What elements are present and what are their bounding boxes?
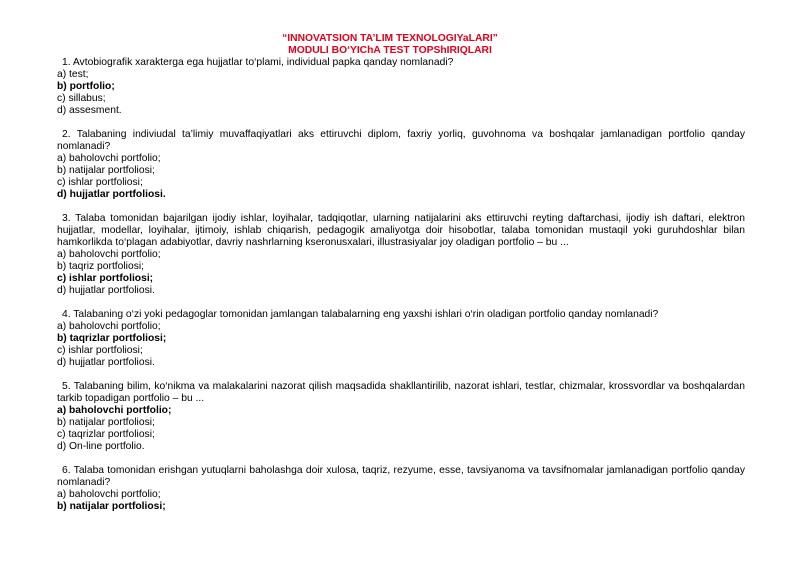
answer-option: d) assesment. [57, 105, 122, 116]
spacer [57, 453, 745, 465]
spacer [57, 297, 745, 309]
answer-option: b) taqriz portfoliosi; [57, 261, 144, 272]
question-text: 2. Talabaning indiviudal ta’limiy muvaffaqiyatlari aks ettiruvchi diplom, faxriy yorliq, guvohnoma va boshqalar jamlanadigan portfolio qanday nomlanadi? [57, 129, 745, 152]
answer-option: d) hujjatlar portfoliosi. [57, 285, 155, 296]
spacer [57, 369, 745, 381]
answer-option: a) baholovchi portfolio; [57, 489, 161, 500]
answer-option: a) baholovchi portfolio; [57, 321, 161, 332]
answer-option: d) hujjatlar portfoliosi. [57, 357, 155, 368]
correct-answer-option: b) natijalar portfoliosi; [57, 501, 166, 512]
answer-option: c) taqrizlar portfoliosi; [57, 429, 155, 440]
correct-answer-option: b) portfolio; [57, 81, 115, 92]
answer-option: c) ishlar portfoliosi; [57, 345, 143, 356]
answer-option: b) natijalar portfoliosi; [57, 417, 155, 428]
spacer [57, 117, 745, 129]
spacer [57, 201, 745, 213]
question-list [57, 57, 745, 513]
question-block-5 [57, 381, 745, 453]
answer-option: c) sillabus; [57, 93, 106, 104]
question-text: 5. Talabaning bilim, ko‘nikma va malakalarini nazorat qilish maqsadida shakllantirilib, nazorat ishlari, testlar, chizmalar, krossvordlar va boshqalardan tarkib topadigan portfolio – bu ... [57, 381, 745, 404]
question-text: 3. Talaba tomonidan bajarilgan ijodiy ishlar, loyihalar, tadqiqotlar, ularning natijalarini aks ettiruvchi reyting daftarchasi, ijodiy ish daftari, elektron hujjatlar, modellar, loyihalar, ijtimoiy, ishlab chiqarish, pedagogik amaliyotga doir hisobotlar, talaba tomonidan mustaqil yoki guruhdoshlar bilan hamkorlikda to‘plagan adabiyotlar, davriy nashrlarning kseronusxalari, illustrasiyalar joy oladigan portfolio – bu ... [57, 213, 745, 248]
correct-answer-option: d) hujjatlar portfoliosi. [57, 189, 166, 200]
question-block-4 [57, 309, 745, 369]
correct-answer-option: a) baholovchi portfolio; [57, 405, 172, 416]
answer-option: d) On-line portfolio. [57, 441, 145, 452]
question-text: 4. Talabaning o‘zi yoki pedagoglar tomonidan jamlangan talabalarning eng yaxshi ishlari o‘rin oladigan portfolio qanday nomlanadi? [62, 309, 659, 320]
question-block-1 [57, 57, 745, 117]
answer-option: a) test; [57, 69, 89, 80]
question-text: 6. Talaba tomonidan erishgan yutuqlarni baholashga doir xulosa, taqriz, rezyume, esse, tavsiyanoma va tavsifnomalar jamlanadigan portfolio qanday nomlanadi? [57, 465, 745, 488]
answer-option: b) natijalar portfoliosi; [57, 165, 155, 176]
document-title-line-1: “INNOVATSION TA’LIM TEXNOLOGIYaLARI” [282, 33, 498, 44]
question-block-3 [57, 213, 745, 297]
document-title-line-2: MODULI BO‘YIChA TEST TOPShIRIQLARI [288, 45, 492, 56]
correct-answer-option: c) ishlar portfoliosi; [57, 273, 154, 284]
question-text: 1. Avtobiografik xarakterga ega hujjatlar to‘plami, individual papka qanday nomlanadi? [62, 57, 454, 68]
answer-option: c) ishlar portfoliosi; [57, 177, 143, 188]
question-block-2 [57, 129, 745, 201]
answer-option: a) baholovchi portfolio; [57, 249, 161, 260]
answer-option: a) baholovchi portfolio; [57, 153, 161, 164]
question-block-6 [57, 465, 745, 513]
correct-answer-option: b) taqrizlar portfoliosi; [57, 333, 167, 344]
